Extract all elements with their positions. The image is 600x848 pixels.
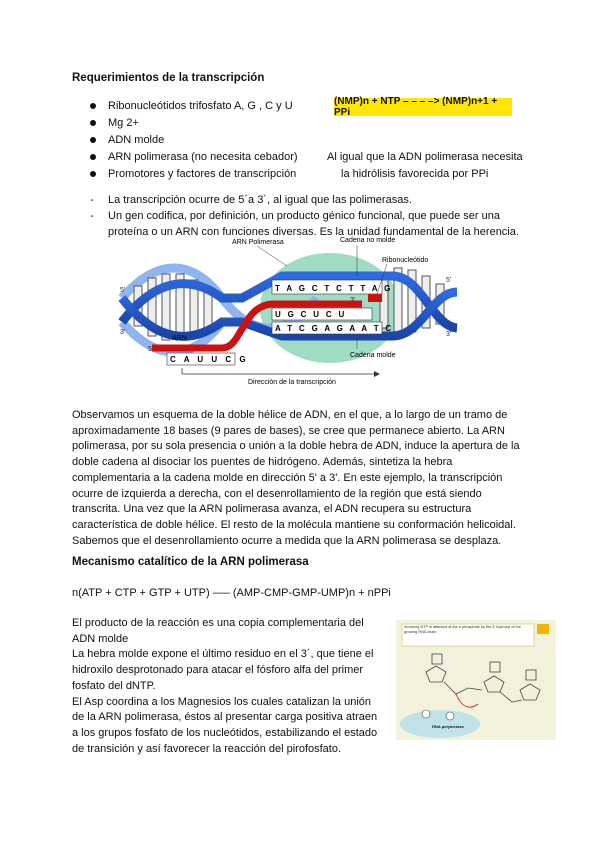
strand-end-label: 5' (120, 287, 126, 294)
label-template-strand: Cadena molde (350, 352, 396, 359)
catalytic-mechanism-figure (396, 620, 556, 740)
bullet-dot-icon (90, 171, 96, 177)
bullet-dot-icon (90, 120, 96, 126)
bullet-text: Ribonucleótidos trifosfato A, G , C y U (108, 100, 293, 112)
bullet-item (90, 151, 298, 163)
corner-tab-icon (537, 624, 549, 634)
text-line: de transición y así favorecer la reacción del pirofosfato. (72, 742, 342, 755)
incoming-ribonucleotide (368, 294, 382, 302)
dash-marker-icon: - (90, 210, 94, 222)
text-line: ocurre de izquierda a derecha, con el desenrollamiento de la región que está siendo (72, 487, 482, 500)
bullet-item (90, 168, 296, 180)
reaction-equation: n(ATP + CTP + GTP + UTP) —– (AMP-CMP-GMP-UMP)n + nPPi (72, 587, 391, 599)
text-line: fosfato del dNTP. (72, 679, 156, 692)
label-rna-polymerase: ARN Polimerasa (232, 239, 284, 246)
highlighted-equation: (NMP)n + NTP – – – –> (NMP)n+1 + PPi (334, 98, 512, 116)
bullet-dot-icon (90, 103, 96, 109)
text-line: hidroxilo desprotonado para atacar el fósforo alfa del primer (72, 664, 364, 677)
bullet-item (90, 117, 139, 129)
strand-end-label: 3' (120, 329, 126, 336)
text-line: Observamos un esquema de la doble hélice de ADN, en el que, a lo largo de un tramo de (72, 409, 508, 421)
label-rna: ARN (172, 335, 187, 342)
strand-end-label: 3' (350, 297, 356, 304)
text-line: complementaria a la cadena molde en dirección 5' a 3'. En este ejemplo, la transcripción (72, 471, 503, 484)
bullet-item (90, 100, 293, 112)
magnesium-ion-icon (446, 712, 454, 720)
label-rna-polymerase-mech: RNA polymerase (432, 724, 464, 729)
strand-end-label: 5' (148, 346, 154, 353)
template-base-sequence: A T C G A G A A T C (275, 324, 394, 333)
bullet-text: Promotores y factores de transcripción (108, 168, 297, 180)
bullet-dot-icon (90, 154, 96, 160)
transcription-diagram (112, 236, 462, 386)
strand-end-label: 5' (446, 277, 452, 284)
text-line: de la ARN polimerasa, éstos al presentar carga positiva atraen (72, 711, 378, 724)
text-line: a los grupos fosfato de los nucleótidos, estabilizando el estado (72, 726, 378, 739)
note-text-container (404, 625, 532, 647)
bullet-text: ADN molde (108, 134, 165, 146)
text-line: doble cadena al disociar los puentes de hidrógeno. Además, sintetiza la hebra (72, 456, 453, 469)
text-line: característica de doble hélice. El resto de la molécula mantiene su conformación helicoidal. (72, 518, 516, 531)
nontemplate-base-sequence: T A G C T C T T A G (275, 284, 393, 293)
arrow-head-icon (374, 371, 380, 377)
side-note-line: Al igual que la ADN polimerasa necesita (327, 151, 523, 163)
rna-base-sequence: U G C U C U (275, 310, 347, 319)
paragraph-mechanism (72, 616, 392, 757)
text-line: ADN molde (72, 632, 129, 645)
bullet-text: Mg 2+ (108, 117, 139, 129)
bullet-item (90, 134, 164, 146)
section-heading-requirements: Requerimientos de la transcripción (72, 72, 265, 84)
text-line: El Asp coordina a los Magnesios los cuales catalizan la unión (72, 695, 372, 708)
note-text: Incoming NTP is attacked at the α phosphate by the 3' hydroxyl of the growing RNA chain. (404, 625, 521, 634)
dash-text: Un gen codifica, por definición, un producto génico funcional, que puede ser una (108, 210, 500, 222)
rna-lower-base-sequence: C A U U C G (170, 355, 249, 364)
section-heading-mechanism: Mecanismo catalítico de la ARN polimerasa (72, 556, 309, 568)
text-line: El producto de la reacción es una copia complementaria del (72, 617, 364, 629)
rna-polymerase-label-container (428, 724, 468, 738)
side-note-line: la hidrólisis favorecida por PPi (341, 168, 489, 180)
text-line: aproximadamente 18 bases (9 pares de bases), se cree que permanece abierto. La ARN (72, 424, 505, 437)
label-nontemplate-strand: Cadena no molde (340, 237, 396, 244)
strand-end-label: 3' (446, 331, 452, 338)
label-ribonucleotide: Ribonucleótido (382, 257, 429, 264)
label-direction: Dirección de la transcripción (248, 379, 336, 386)
leader-line (257, 246, 287, 266)
dash-list-item (90, 192, 530, 208)
text-line: polimerasa, por su sola presencia o unión a la doble hebra de ADN, induce la apertura de la (72, 440, 520, 453)
dash-marker-icon: - (90, 194, 94, 206)
bullet-text: ARN polimerasa (no necesita cebador) (108, 151, 298, 163)
text-line: transcrita. Una vez que la ARN polimerasa avanza, el ADN recupera su estructura (72, 503, 472, 516)
magnesium-ion-icon (422, 710, 430, 718)
bullet-dot-icon (90, 137, 96, 143)
text-line: La hebra molde expone el último residuo en el 3´, que tiene el (72, 648, 374, 661)
text-line: Sabemos que el desenrollamiento ocurre a medida que la ARN polimerasa se desplaza. (72, 534, 502, 547)
dash-text: La transcripción ocurre de 5´a 3´, al igual que las polimerasas. (108, 194, 412, 206)
paragraph-helix-description (72, 408, 522, 549)
dash-text: proteína o un ARN con funciones diversas. Es la unidad fundamental de la herencia. (108, 226, 519, 238)
